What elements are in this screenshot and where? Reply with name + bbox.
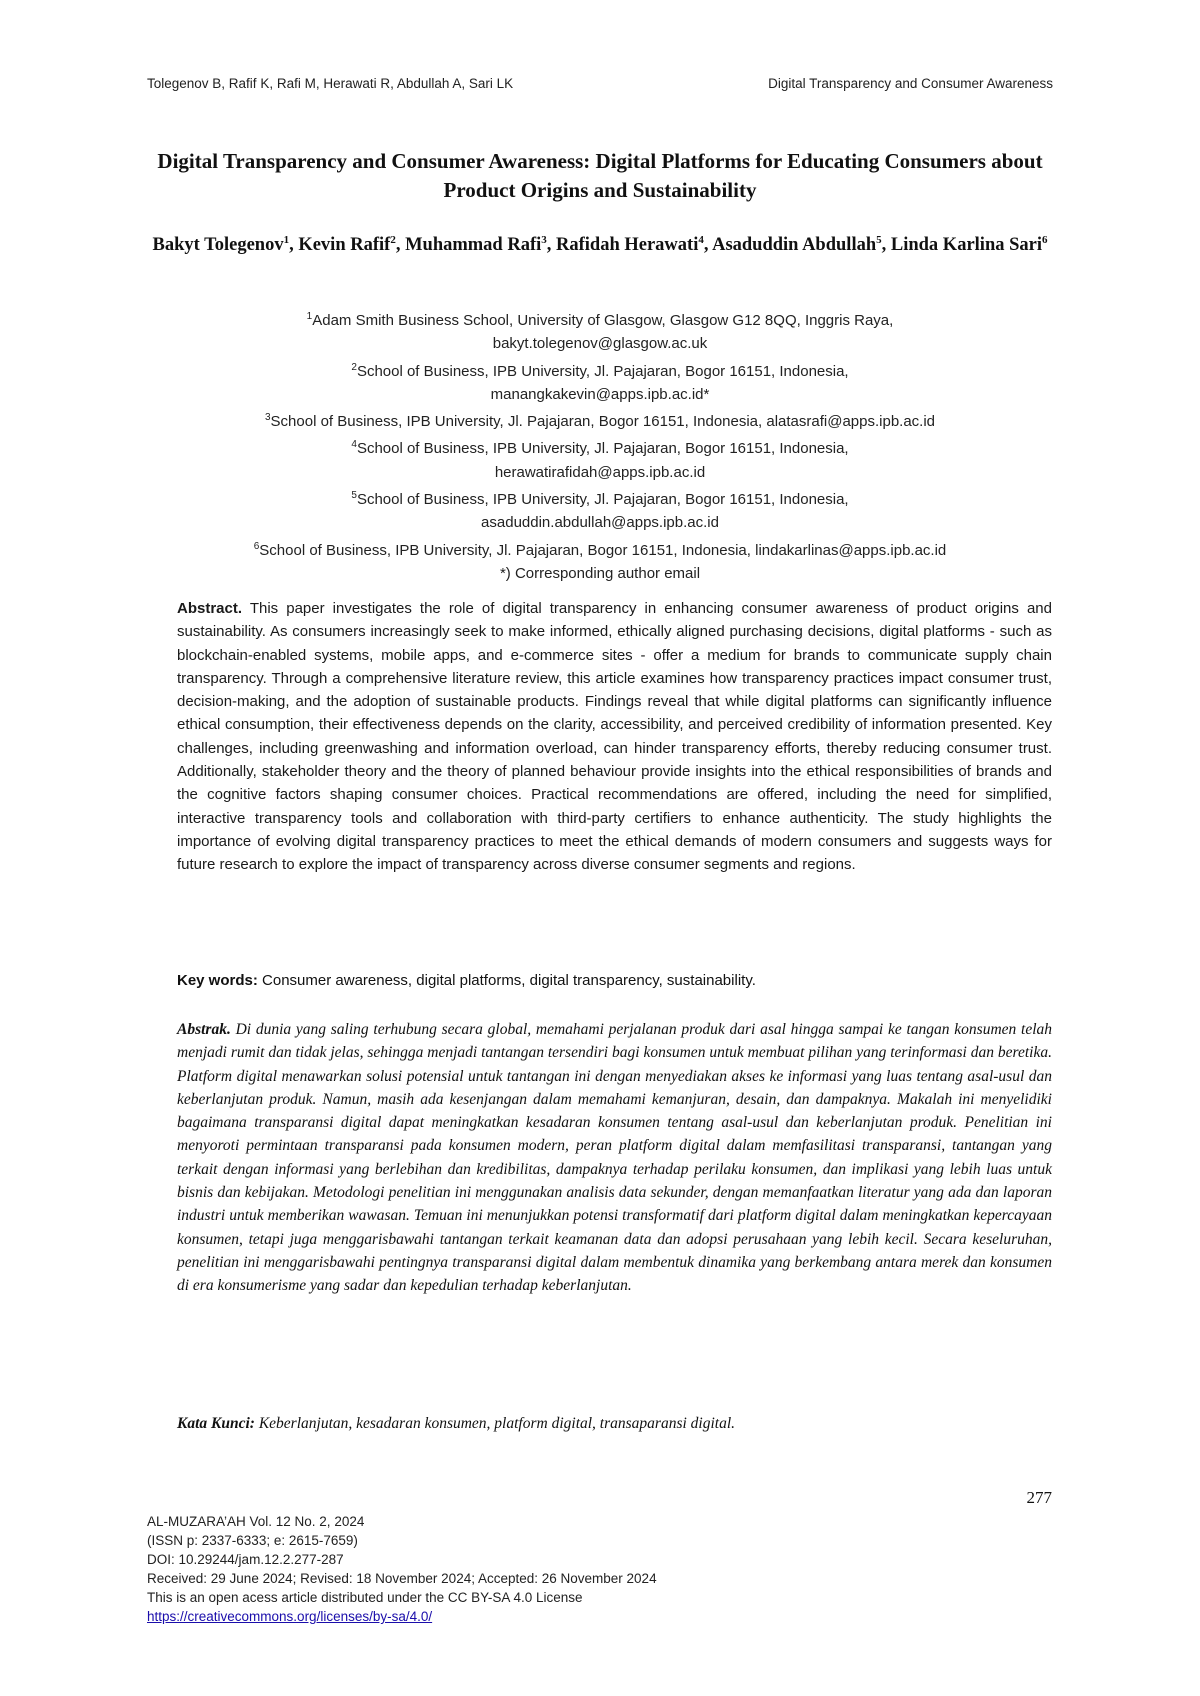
header-authors: Tolegenov B, Rafif K, Rafi M, Herawati R, Abdullah A, Sari LK bbox=[147, 76, 514, 91]
affiliation-4: $^4$School of Business, IPB University, Jl. Pajajaran, Bogor 16151, Indonesia, herawatirafidah@apps.ipb.ac.id bbox=[351, 439, 849, 481]
abstrak-text: Di dunia yang saling terhubung secara global, memahami perjalanan produk dari asal hingga sampai ke tangan konsumen telah menjadi rumit dan tidak jelas, sehingga menjadi tantangan tersendiri bagi konsumen untuk membuat pilihan yang terinformasi dan beretika. Platform digital menawarkan solusi potensial untuk tantangan ini dengan menyediakan akses ke informasi yang luas tentang asal-usul dan keberlanjutan produk. Namun, masih ada kesenjangan dalam memahami kemanjuran, desain, dan dampaknya. Makalah ini menyelidiki bagaimana transparansi digital dapat meningkatkan kesadaran konsumen tentang asal-usul dan keberlanjutan produk. Penelitian ini menyoroti permintaan transparansi pada konsumen modern, peran platform digital dalam memfasilitasi transparansi, tantangan yang terkait dengan informasi yang berlebihan dan kredibilitas, dampaknya terhadap perilaku konsumen, dan implikasi yang lebih luas untuk bisnis dan kebijakan. Metodologi penelitian ini menggunakan analisis data sekunder, dengan memanfaatkan literatur yang ada dan laporan industri untuk memberikan wawasan. Temuan ini menunjukkan potensi transformatif dari platform digital dalam meningkatkan kepercayaan konsumen, tetapi juga menggarisbawahi tantangan terkait keamanan data dan adopsi perusahaan yang lebih kecil. Secara keseluruhan, penelitian ini menggarisbawahi pentingnya transparansi digital dalam membentuk dinamika yang berkembang antara merek dan konsumen di era konsumerisme yang sadar dan kepedulian terhadap keberlanjutan. bbox=[177, 1021, 1053, 1295]
keywords bbox=[177, 969, 1052, 992]
footer-license-text: This is an open acess article distributed under the CC BY-SA 4.0 License bbox=[147, 1590, 583, 1605]
footer-dates: Received: 29 June 2024; Revised: 18 November 2024; Accepted: 26 November 2024 bbox=[147, 1571, 657, 1586]
abstract bbox=[177, 597, 1052, 877]
kata-kunci bbox=[177, 1412, 1052, 1435]
affiliations bbox=[150, 305, 1050, 585]
author-4: Rafidah Herawati$^4$, bbox=[556, 234, 713, 256]
abstrak bbox=[177, 1018, 1052, 1298]
journal-footer bbox=[147, 1512, 1052, 1626]
paper-title: Digital Transparency and Consumer Awareness: Digital Platforms for Educating Consumers about Product Origins and Sustainability bbox=[157, 149, 1043, 202]
corresponding-note: *) Corresponding author email bbox=[499, 564, 701, 582]
author-6: Linda Karlina Sari$^6$ bbox=[890, 234, 1048, 256]
footer-doi: DOI: 10.29244/jam.12.2.277-287 bbox=[147, 1552, 344, 1567]
author-3: Muhammad Rafi$^3$, bbox=[405, 234, 556, 256]
abstrak-label: Abstrak. bbox=[177, 1021, 231, 1038]
author-list bbox=[150, 227, 1050, 259]
author-1: Bakyt Tolegenov$^1$, bbox=[152, 234, 299, 256]
license-link[interactable]: https://creativecommons.org/licenses/by-sa/4.0/ bbox=[147, 1609, 433, 1624]
kata-kunci-label: Kata Kunci: bbox=[177, 1415, 255, 1432]
keywords-label: Key words: bbox=[177, 972, 258, 989]
abstract-label: Abstract. bbox=[177, 600, 243, 617]
affiliation-2: $^2$School of Business, IPB University, Jl. Pajajaran, Bogor 16151, Indonesia, manangkakevin@apps.ipb.ac.id* bbox=[351, 361, 849, 403]
author-5: Asaduddin Abdullah$^5$, bbox=[712, 234, 891, 256]
abstract-text: This paper investigates the role of digital transparency in enhancing consumer awareness of product origins and sustainability. As consumers increasingly seek to make informed, ethically aligned purchasing decisions, digital platforms - such as blockchain-enabled systems, mobile apps, and e-commerce sites - offer a medium for brands to communicate supply chain transparency. Through a comprehensive literature review, this article examines how transparency practices impact consumer trust, decision-making, and the adoption of sustainable products. Findings reveal that while digital platforms can significantly influence ethical consumption, their effectiveness depends on the clarity, accessibility, and perceived credibility of information presented. Key challenges, including greenwashing and information overload, can hinder transparency efforts, thereby reducing consumer trust. Additionally, stakeholder theory and the theory of planned behaviour provide insights into the ethical responsibilities of brands and the cognitive factors shaping consumer choices. Practical recommendations are offered, including the need for simplified, interactive transparency tools and collaboration with third-party certifiers to enhance authenticity. The study highlights the importance of evolving digital transparency practices to meet the ethical demands of modern consumers and suggests ways for future research to explore the impact of transparency across diverse consumer segments and regions. bbox=[177, 600, 1052, 874]
header-running-title: Digital Transparency and Consumer Awareness bbox=[768, 76, 1053, 91]
keywords-text: Consumer awareness, digital platforms, digital transparency, sustainability. bbox=[262, 972, 756, 989]
affiliation-1: $^1$Adam Smith Business School, University of Glasgow, Glasgow G12 8QQ, Inggris Raya, bakyt.tolegenov@glasgow.ac.uk bbox=[306, 311, 894, 353]
kata-kunci-text: Keberlanjutan, kesadaran konsumen, platform digital, transaparansi digital. bbox=[258, 1415, 736, 1432]
page-number: 277 bbox=[1026, 1488, 1052, 1507]
footer-journal: AL-MUZARA’AH Vol. 12 No. 2, 2024 bbox=[147, 1514, 365, 1529]
affiliation-6: $^6$School of Business, IPB University, Jl. Pajajaran, Bogor 16151, Indonesia, lindakarlinas@apps.ipb.ac.id bbox=[253, 540, 947, 559]
affiliation-5: $^5$School of Business, IPB University, Jl. Pajajaran, Bogor 16151, Indonesia, asaduddin.abdullah@apps.ipb.ac.id bbox=[351, 490, 849, 532]
footer-issn: (ISSN p: 2337-6333; e: 2615-7659) bbox=[147, 1533, 358, 1548]
affiliation-3: $^3$School of Business, IPB University, Jl. Pajajaran, Bogor 16151, Indonesia, alatasrafi@apps.ipb.ac.id bbox=[264, 412, 936, 431]
author-2: Kevin Rafif$^2$, bbox=[298, 234, 406, 256]
